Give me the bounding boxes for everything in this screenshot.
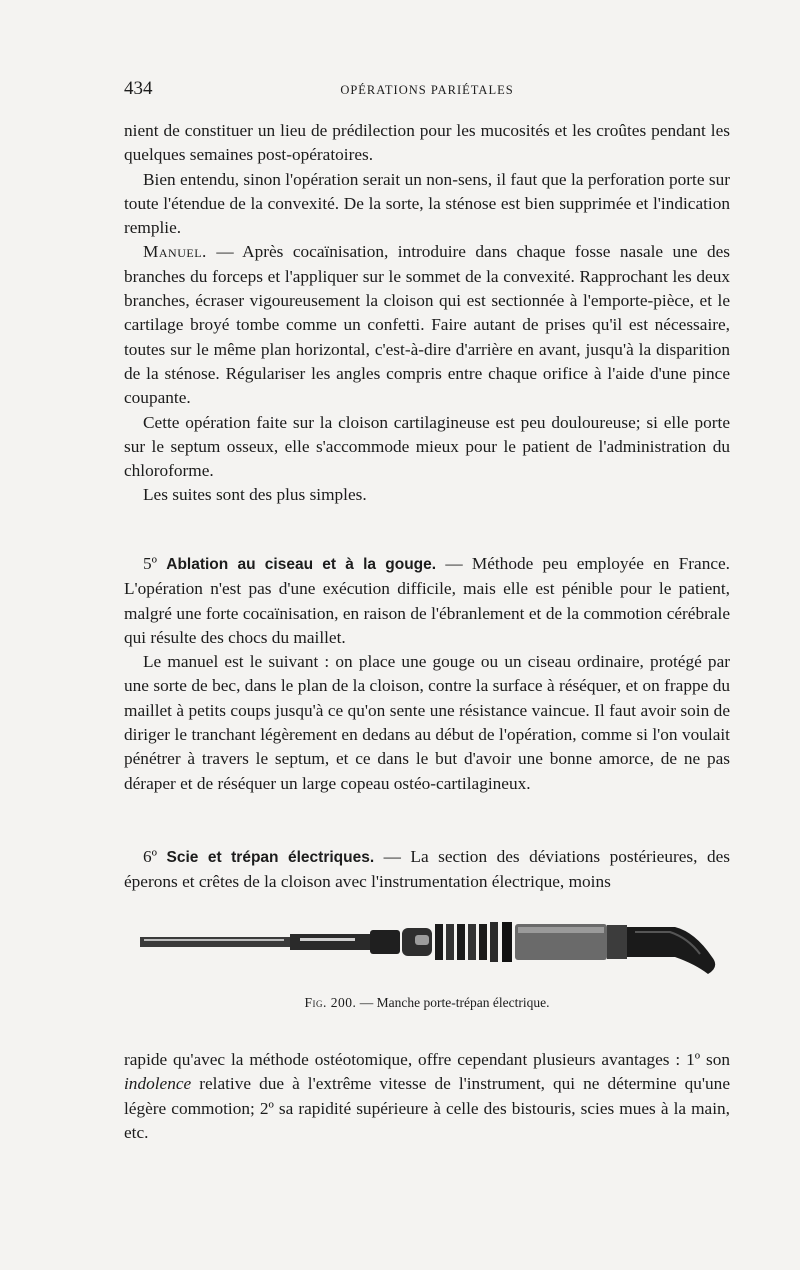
paragraph-suites: Les suites sont des plus simples. — [143, 485, 367, 505]
manuel-label: Manuel. — [143, 242, 207, 262]
page-header — [124, 78, 730, 104]
figure-label: Fig. 200. — [304, 995, 357, 1010]
indolence-emphasis: indolence — [124, 1074, 192, 1094]
section-5-heading: Ablation au ciseau et à la gouge. — [166, 556, 437, 573]
page-number: 434 — [124, 78, 153, 99]
section-6-intro — [124, 845, 730, 895]
section-electrique-continued — [124, 1048, 730, 1145]
section-6-number: 6º — [143, 847, 167, 866]
section-electrique — [124, 845, 730, 895]
figure-caption — [124, 995, 730, 1011]
continuation-text-1: rapide qu'avec la méthode ostéotomique, offre cependant plusieurs avantages : 1º son — [124, 1050, 730, 1069]
manuel-text: — Après cocaïnisation, introduire dans chaque fosse nasale une des branches du forceps et l'appliquer sur le sommet de la convexité. Rapprochant les deux branches, écraser vigoureusement la cloison qui est sectionnée à l'emporte-pièce, et le cartilage broyé tombe comme un confetti. Faire autant de prises qu'il est nécessaire, toutes sur le même plan horizontal, c'est-à-dire d'arrière en avant, jusqu'à la disparition de la sténose. Régulariser les angles compris entre chaque orifice à l'aide d'une pince coupante. — [124, 242, 730, 408]
section-5-number: 5º — [143, 554, 167, 573]
text-block-opening — [124, 119, 730, 508]
paragraph-continuation: nient de constituer un lieu de prédilection pour les mucosités et les croûtes pendant les quelques semaines post-opératoires. — [124, 121, 730, 165]
section-6-text: — La section des déviations postérieures, des éperons et crêtes de la cloison avec l'instrumentation électrique, moins — [124, 847, 730, 892]
paragraph-perforation: Bien entendu, sinon l'opération serait un non-sens, il faut que la perforation porte sur toute l'étendue de la convexité. De la sorte, la sténose est bien supprimée et l'indication remplie. — [124, 169, 730, 238]
paragraph-manuel — [124, 240, 730, 410]
section-5-text: — Méthode peu employée en France. L'opération n'est pas d'une exécution difficile, mais elle est pénible pour le patient, malgré une forte cocaïnisation, en raison de l'ébranlement et de la commotion cérébrale qui résulte des chocs du maillet. — [124, 554, 730, 647]
running-title: OPÉRATIONS PARIÉTALES — [340, 83, 514, 97]
section-6-heading: Scie et trépan électriques. — [166, 849, 375, 866]
continuation-text-2: relative due à l'extrême vitesse de l'instrument, qui ne détermine qu'une légère commotion; 2º sa rapidité supérieure à celle des bistouris, scies mues à la main, etc. — [124, 1074, 730, 1142]
figure-caption-text: — Manche porte-trépan électrique. — [356, 995, 550, 1010]
section-ablation — [124, 552, 730, 796]
section-6-continuation — [124, 1048, 730, 1145]
section-5-intro — [124, 552, 730, 650]
section-5-manuel: Le manuel est le suivant : on place une gouge ou un ciseau ordinaire, protégé par une sorte de bec, dans le plan de la cloison, contre la surface à réséquer, et on frappe du maillet à petits coups jusqu'à ce qu'on sente une résistance vaincue. Il faut avoir soin de diriger le tranchant légèrement en dedans au début de l'opération, comme si l'on voulait pénétrer à travers le septum, et ce dans le but d'avoir une bonne amorce, de ne pas déraper et de réséquer un large copeau ostéo-cartilagineux. — [124, 652, 730, 793]
trepan-handle-illustration — [130, 912, 730, 992]
figure-trepan-handle — [130, 912, 730, 992]
paragraph-douleur: Cette opération faite sur la cloison cartilagineuse est peu douloureuse; si elle porte sur le septum osseux, elle s'accommode mieux pour le patient de l'administration du chloroforme. — [124, 412, 730, 481]
